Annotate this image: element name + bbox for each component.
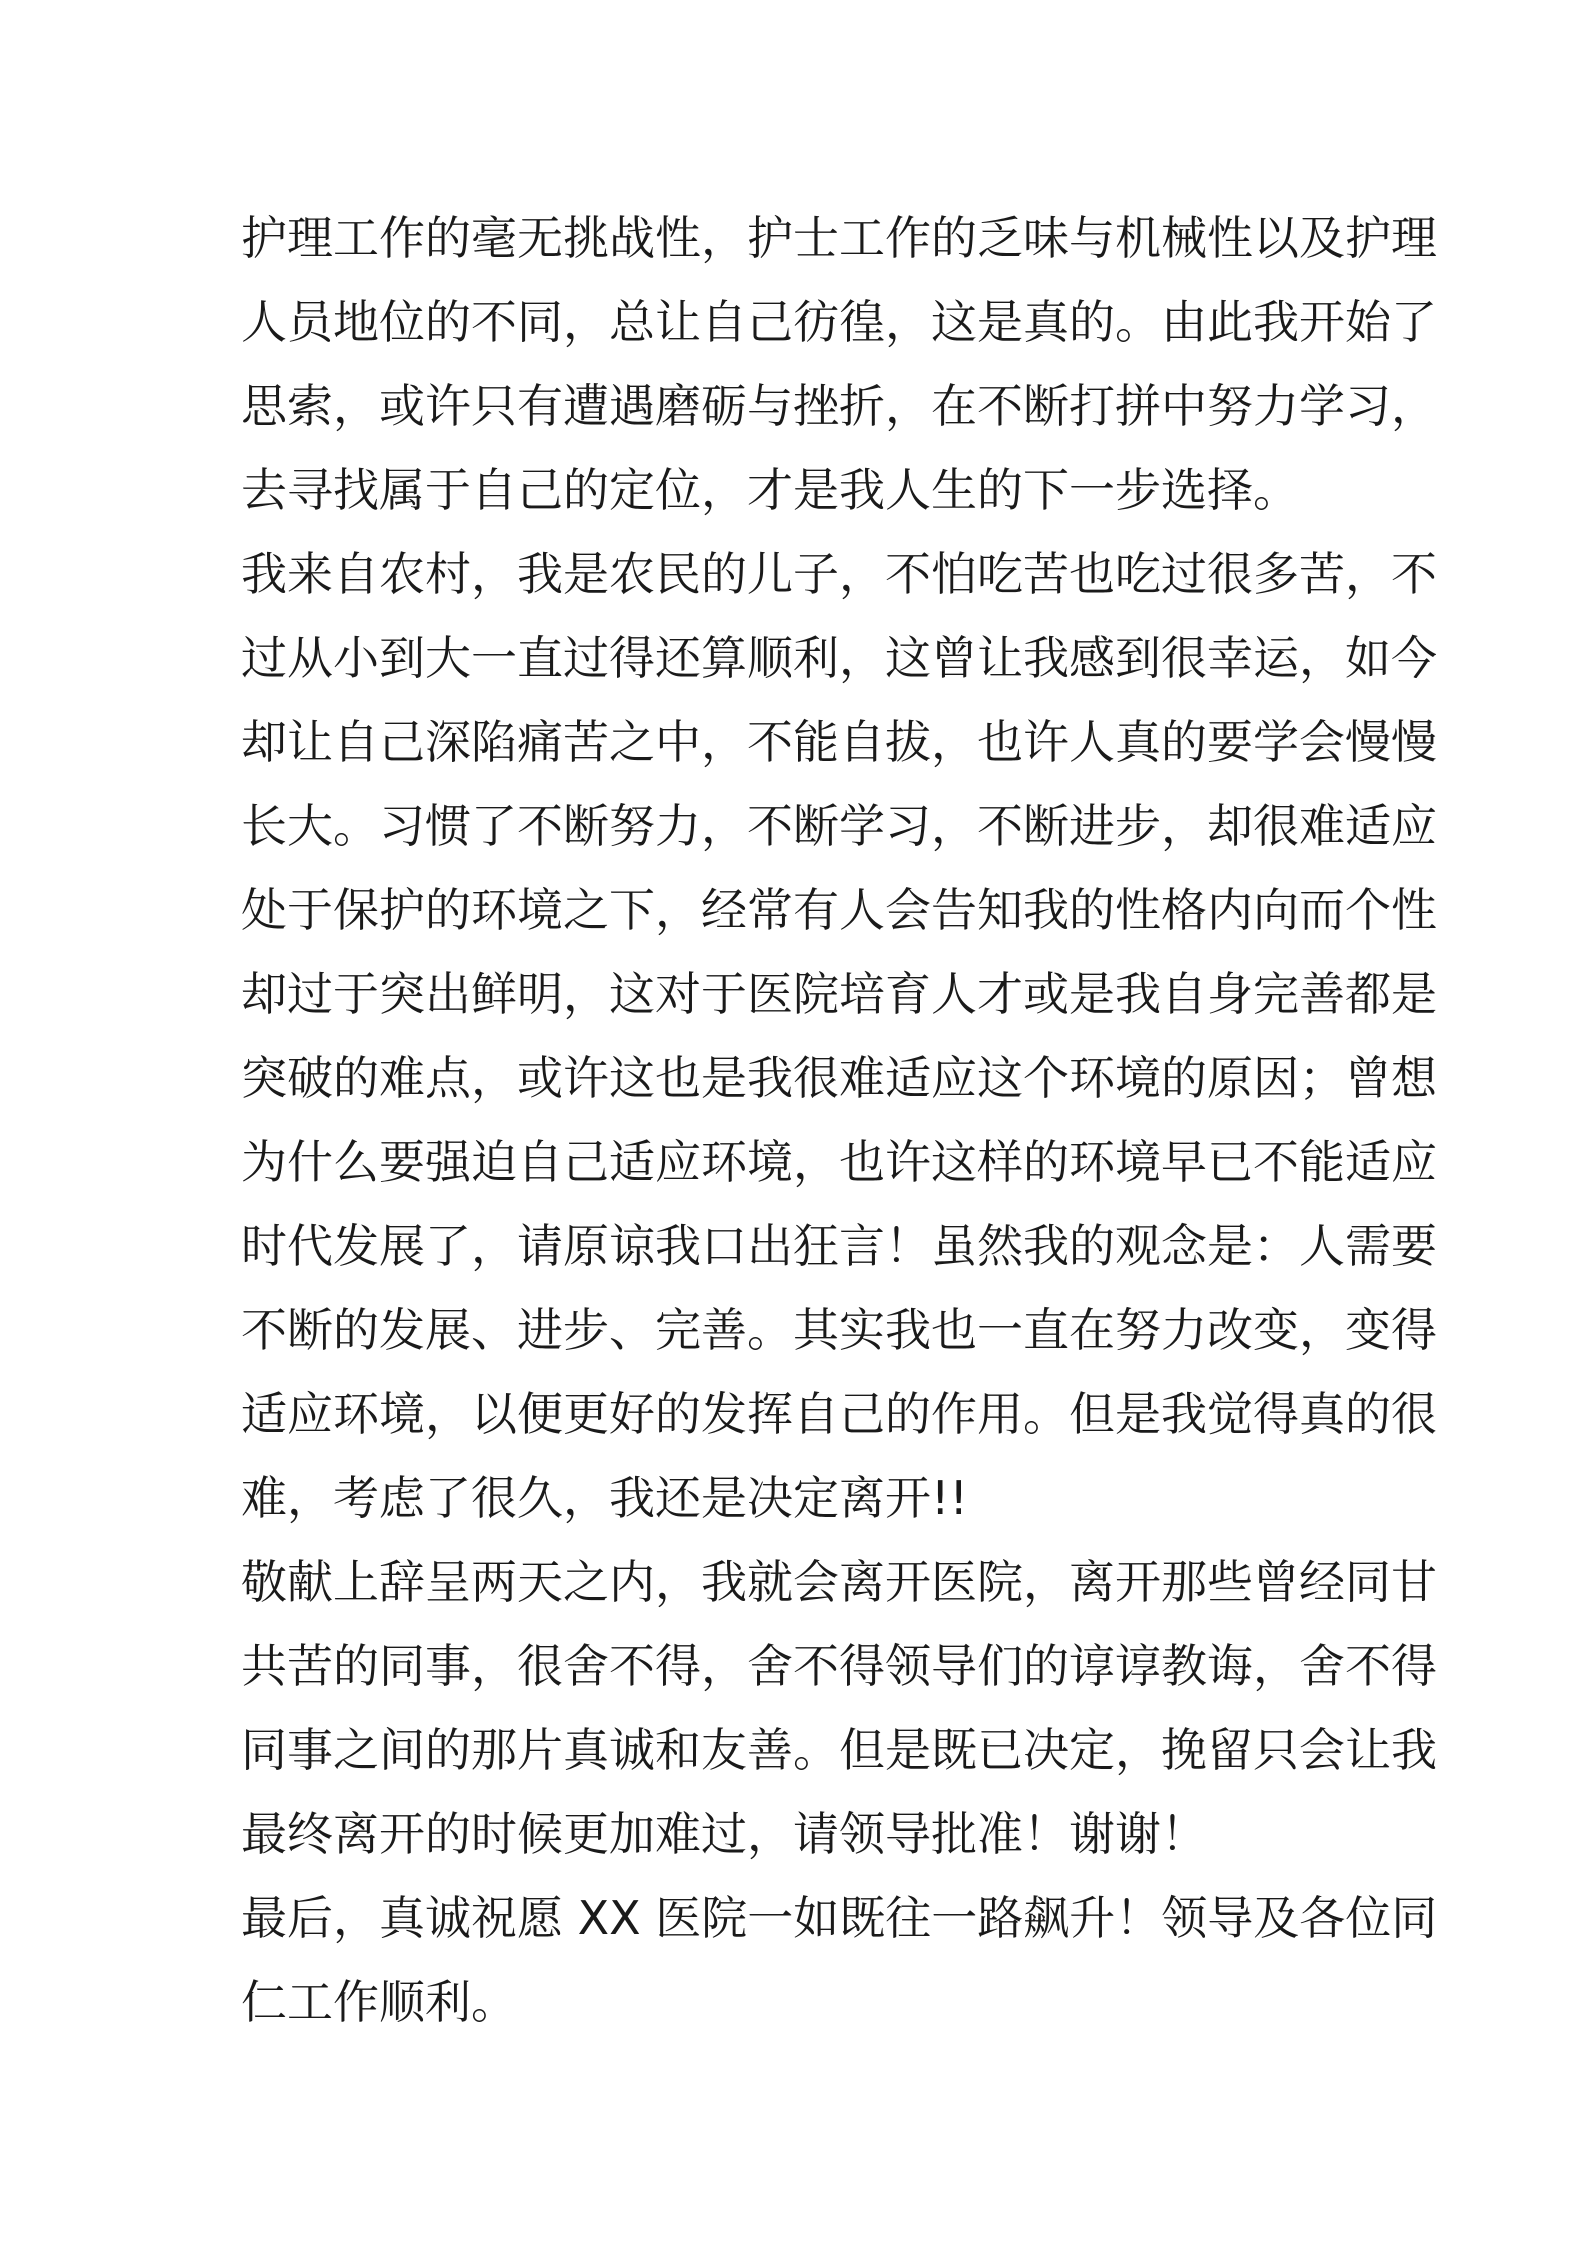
text-line: 人员地位的不同，总让自己彷徨，这是真的。由此我开始了 — [241, 295, 1437, 349]
text-line: 却让自己深陷痛苦之中，不能自拔，也许人真的要学会慢慢 — [241, 715, 1437, 769]
text-line: 最终离开的时候更加难过，请领导批准！谢谢！ — [241, 1807, 1207, 1861]
text-line: 适应环境，以便更好的发挥自己的作用。但是我觉得真的很 — [241, 1387, 1437, 1441]
text-line: 时代发展了，请原谅我口出狂言！虽然我的观念是：人需要 — [241, 1219, 1437, 1273]
text-line: 不断的发展、进步、完善。其实我也一直在努力改变，变得 — [241, 1303, 1437, 1357]
text-line: 仁工作顺利。 — [241, 1975, 517, 2029]
text-line: 去寻找属于自己的定位，才是我人生的下一步选择。 — [241, 463, 1299, 517]
text-line: 思索，或许只有遭遇磨砺与挫折，在不断打拼中努力学习， — [241, 379, 1437, 433]
text-line: 最后，真诚祝愿 XX 医院一如既往一路飙升！领导及各位同 — [241, 1891, 1438, 1945]
text-line: 同事之间的那片真诚和友善。但是既已决定，挽留只会让我 — [241, 1723, 1437, 1777]
text-line: 为什么要强迫自己适应环境，也许这样的环境早已不能适应 — [241, 1135, 1437, 1189]
text-line: 却过于突出鲜明，这对于医院培育人才或是我自身完善都是 — [241, 967, 1437, 1021]
text-line: 难，考虑了很久，我还是决定离开!! — [241, 1471, 968, 1525]
text-line: 共苦的同事，很舍不得，舍不得领导们的谆谆教诲，舍不得 — [241, 1639, 1437, 1693]
text-line: 我来自农村，我是农民的儿子，不怕吃苦也吃过很多苦，不 — [241, 547, 1437, 601]
paragraph-4 — [241, 1876, 1438, 2044]
text-line: 敬献上辞呈两天之内，我就会离开医院，离开那些曾经同甘 — [241, 1555, 1437, 1609]
text-line: 过从小到大一直过得还算顺利，这曾让我感到很幸运，如今 — [241, 631, 1437, 685]
letter-body — [241, 196, 1438, 2044]
paragraph-2 — [241, 532, 1437, 1540]
text-line: 护理工作的毫无挑战性，护士工作的乏味与机械性以及护理 — [241, 211, 1437, 265]
text-line: 突破的难点，或许这也是我很难适应这个环境的原因；曾想 — [241, 1051, 1437, 1105]
text-line: 长大。习惯了不断努力，不断学习，不断进步，却很难适应 — [241, 799, 1437, 853]
text-line: 处于保护的环境之下，经常有人会告知我的性格内向而个性 — [241, 883, 1437, 937]
paragraph-1 — [241, 196, 1437, 532]
paragraph-3 — [241, 1540, 1437, 1876]
